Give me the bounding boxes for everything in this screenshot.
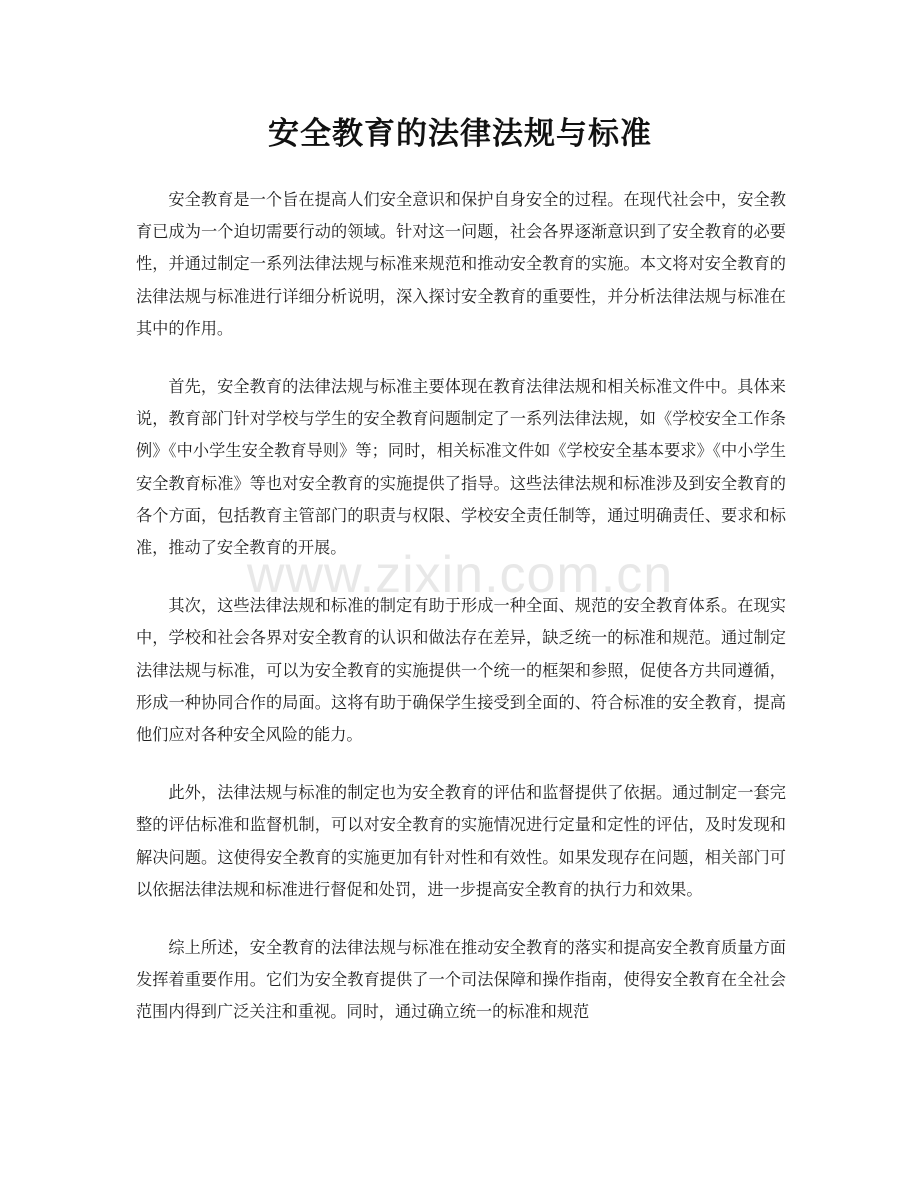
- document-title: 安全教育的法律法规与标准: [268, 116, 652, 152]
- watermark-text: www.zixin.com.cn: [246, 546, 674, 604]
- paragraph-third: 此外，法律法规与标准的制定也为安全教育的评估和监督提供了依据。通过制定一套完整的评估标准和监督机制，可以对安全教育的实施情况进行定量和定性的评估，及时发现和解决问题。这使得安全教育的实施更加有针对性和有效性。如果发现存在问题，相关部门可以依据法律法规和标准进行督促和处罚，进一步提高安全教育的执行力和效果。: [136, 783, 786, 899]
- paragraph-second: 其次，这些法律法规和标准的制定有助于形成一种全面、规范的安全教育体系。在现实中，学校和社会各界对安全教育的认识和做法存在差异，缺乏统一的标准和规范。通过制定法律法规与标准，可以为安全教育的实施提供一个统一的框架和参照，促使各方共同遵循，形成一种协同合作的局面。这将有助于确保学生接受到全面的、符合标准的安全教育，提高他们应对各种安全风险的能力。: [136, 596, 786, 745]
- paragraph-conclusion: 综上所述，安全教育的法律法规与标准在推动安全教育的落实和提高安全教育质量方面发挥着重要作用。它们为安全教育提供了一个司法保障和操作指南，使得安全教育在全社会范围内得到广泛关注和重视。同时，通过确立统一的标准和规范: [136, 938, 786, 1022]
- paragraph-intro: 安全教育是一个旨在提高人们安全意识和保护自身安全的过程。在现代社会中，安全教育已成为一个迫切需要行动的领域。针对这一问题，社会各界逐渐意识到了安全教育的必要性，并通过制定一系列法律法规与标准来规范和推动安全教育的实施。本文将对安全教育的法律法规与标准进行详细分析说明，深入探讨安全教育的重要性，并分析法律法规与标准在其中的作用。: [136, 190, 786, 338]
- document-body: [136, 184, 786, 1055]
- paragraph-first: 首先，安全教育的法律法规与标准主要体现在教育法律法规和相关标准文件中。具体来说，教育部门针对学校与学生的安全教育问题制定了一系列法律法规，如《学校安全工作条例》《中小学生安全教育导则》等；同时，相关标准文件如《学校安全基本要求》《中小学生安全教育标准》等也对安全教育的实施提供了指导。这些法律法规和标准涉及到安全教育的各个方面，包括教育主管部门的职责与权限、学校安全责任制等，通过明确责任、要求和标准，推动了安全教育的开展。: [136, 377, 786, 558]
